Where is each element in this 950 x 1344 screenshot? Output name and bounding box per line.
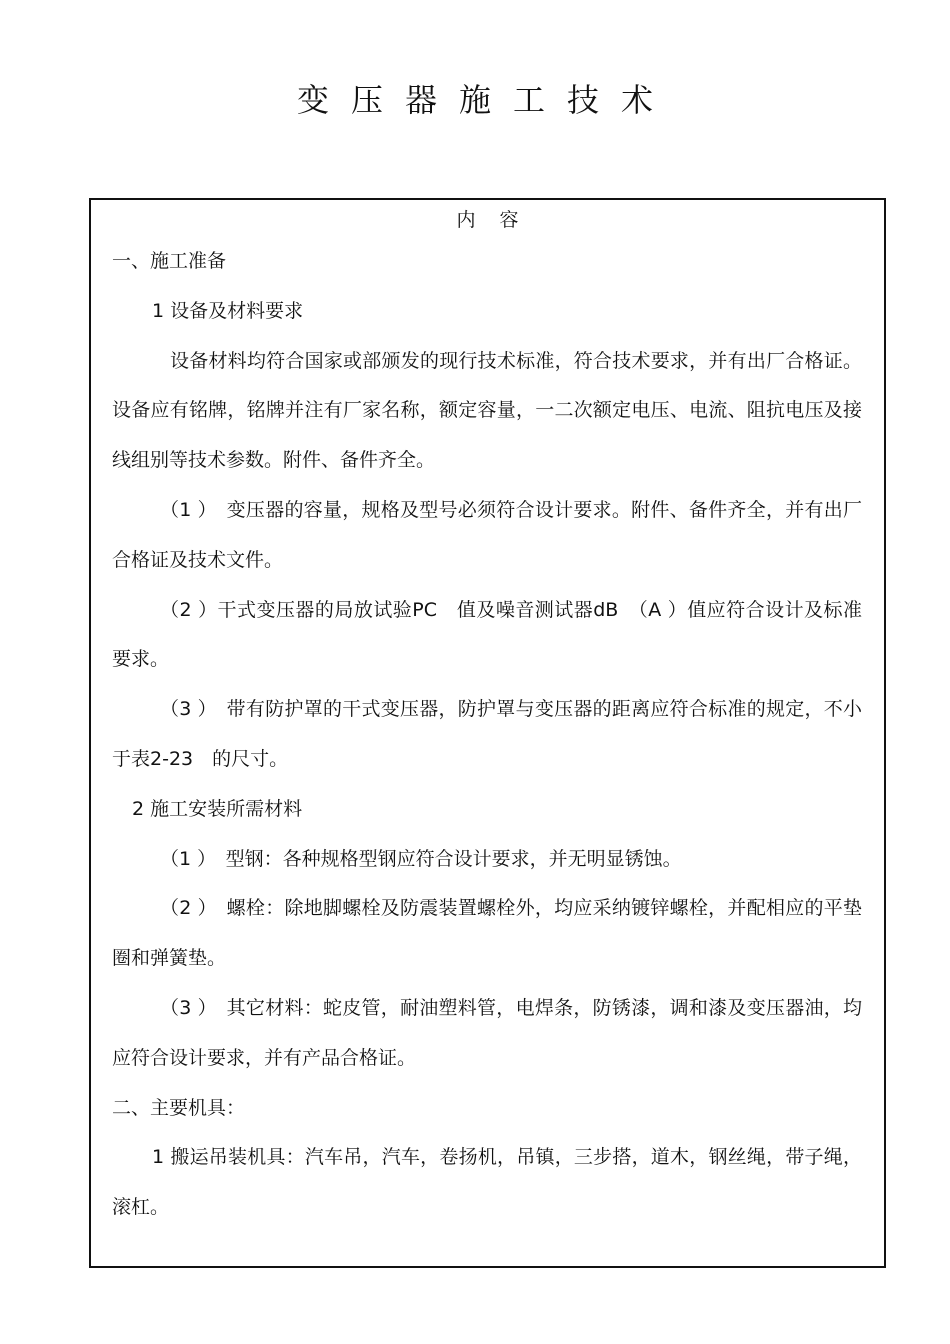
list-item-capacity: （1 ） 变压器的容量，规格及型号必须符合设计要求。附件、备件齐全，并有出厂合格证及技术文件。 <box>112 498 862 571</box>
subsection-heading-materials: 2 施工安装所需材料 <box>132 797 303 820</box>
list-item-hoisting-tools: 1 搬运吊装机具：汽车吊，汽车，卷扬机，吊镇，三步搭，道木，钢丝绳，带子绳，滚杠。 <box>112 1146 862 1219</box>
paragraph-equipment-standards: 设备材料均符合国家或部颁发的现行技术标准，符合技术要求，并有出厂合格证。设备应有铭牌，铭牌并注有厂家名称，额定容量，一二次额定电压、电流、阻抗电压及接线组别等技术参数。附件、备件齐全。 <box>112 349 862 472</box>
section-heading-preparation: 一、施工准备 <box>112 250 227 272</box>
subsection-heading-equipment: 1 设备及材料要求 <box>152 299 304 322</box>
document-title: 变压器施工技术 <box>296 81 675 119</box>
list-item-steel: （1 ） 型钢：各种规格型钢应符合设计要求，并无明显锈蚀。 <box>160 847 682 870</box>
list-item-other-materials: （3 ） 其它材料：蛇皮管，耐油塑料管，电焊条，防锈漆，调和漆及变压器油，均应符合设计要求，并有产品合格证。 <box>112 996 862 1069</box>
content-header: 内容 <box>456 209 543 231</box>
content-body <box>112 237 862 1233</box>
list-item-bolts: （2 ） 螺栓：除地脚螺栓及防震装置螺栓外，均应采纳镀锌螺栓，并配相应的平垫圈和弹簧垫。 <box>112 897 862 970</box>
list-item-partial-discharge: （2 ）干式变压器的局放试验PC 值及噪音测试器dB （A ）值应符合设计及标准要求。 <box>112 598 862 671</box>
section-heading-tools: 二、主要机具： <box>112 1096 246 1119</box>
list-item-protective-cover: （3 ） 带有防护罩的干式变压器，防护罩与变压器的距离应符合标准的规定，不小于表2-23 的尺寸。 <box>112 698 862 770</box>
content-box <box>89 198 886 1268</box>
